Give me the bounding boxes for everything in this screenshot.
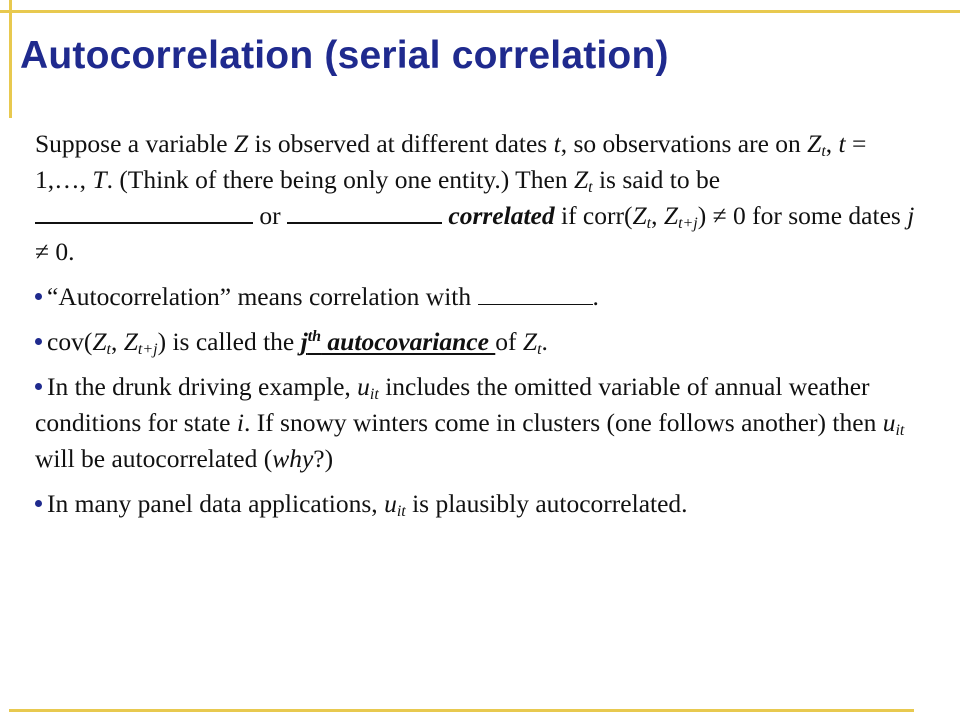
bullet-autocovariance: $cov(Z_t$, $Z_{t+j}$) is called the $j^{th}$ autocovariance of $Z_t$.: [35, 324, 915, 360]
bullet-drunk-driving-example: In the drunk driving example, $u_{it}$ includes the omitted variable of annual weather conditions for state i. If snowy winters come in clusters (one follows another) then $u_{it}$ will be autocorrelated (why?): [35, 372, 905, 473]
bullet-dot-icon: [35, 338, 42, 345]
fill-in-blank: [35, 200, 253, 224]
jth-autocovariance-term: $j^{th}$ autocovariance: [300, 327, 496, 356]
slide-title: Autocorrelation (serial correlation): [20, 34, 669, 77]
fill-in-blank: [478, 282, 593, 305]
bullet-autocorrelation-definition: “Autocorrelation” means correlation with .: [35, 279, 915, 315]
intro-paragraph: Suppose a variable Z is observed at different dates t, so observations are on $Z_t$, t = 1,…, T. (Think of there being only one entity.) Then $Z_t$ is said to be or correlated if $corr(Z_t$, $Z_{t+j}) \ne 0$ for some dates j ≠ 0.: [35, 129, 915, 266]
bullet-dot-icon: [35, 293, 42, 300]
slide-body: [35, 126, 915, 522]
fill-in-blank: [287, 200, 442, 224]
bullet-dot-icon: [35, 383, 42, 390]
accent-line-top: [0, 10, 960, 13]
accent-line-vertical: [9, 0, 12, 118]
bullet-dot-icon: [35, 500, 42, 507]
accent-line-bottom: [9, 709, 914, 712]
correlated-term: correlated: [448, 201, 555, 230]
bullet-panel-data: In many panel data applications, $u_{it}$ is plausibly autocorrelated.: [35, 486, 915, 522]
